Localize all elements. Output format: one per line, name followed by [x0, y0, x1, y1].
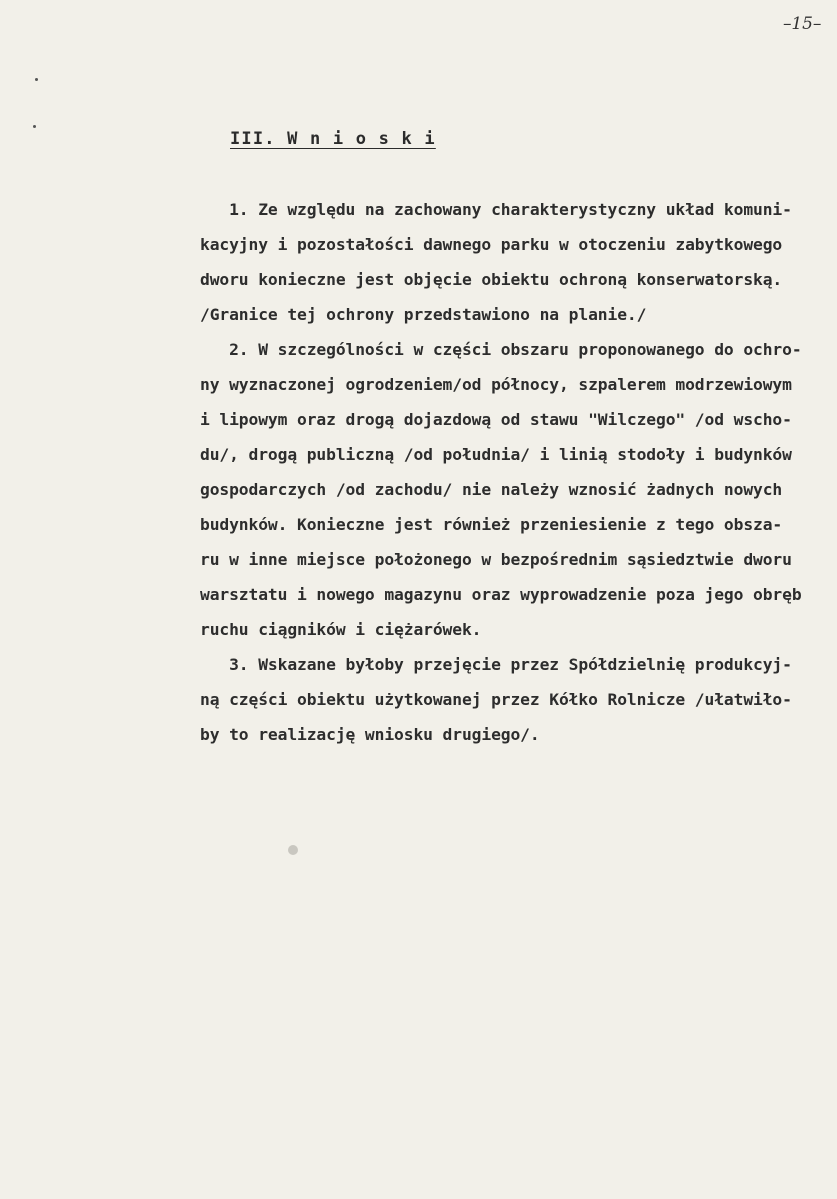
margin-mark	[35, 78, 38, 81]
text-line: by to realizację wniosku drugiego/.	[200, 725, 540, 744]
text-line: budynków. Konieczne jest również przeniesienie z tego obsza-	[200, 515, 783, 534]
text-line: kacyjny i pozostałości dawnego parku w otoczeniu zabytkowego	[200, 235, 783, 254]
paper-smudge	[288, 845, 298, 855]
text-line: ną części obiektu użytkowanej przez Kółko Rolnicze /ułatwiło-	[200, 690, 792, 709]
text-line: gospodarczych /od zachodu/ nie należy wznosić żadnych nowych	[200, 480, 783, 499]
text-line: /Granice tej ochrony przedstawiono na planie./	[200, 305, 647, 324]
text-line: i lipowym oraz drogą dojazdową od stawu "Wilczego" /od wscho-	[200, 410, 792, 429]
margin-mark	[33, 125, 36, 128]
text-line: du/, drogą publiczną /od południa/ i linią stodoły i budynków	[200, 445, 792, 464]
text-line: dworu konieczne jest objęcie obiektu ochroną konserwatorską.	[200, 270, 783, 289]
text-line: ru w inne miejsce położonego w bezpośrednim sąsiedztwie dworu	[200, 550, 792, 569]
text-line: ruchu ciągników i ciężarówek.	[200, 620, 482, 639]
text-line: ny wyznaczonej ogrodzeniem/od północy, szpalerem modrzewiowym	[200, 375, 792, 394]
page-number: –15–	[783, 14, 822, 34]
section-heading: III. W n i o s k i	[230, 129, 436, 149]
text-line: warsztatu i nowego magazynu oraz wyprowadzenie poza jego obręb	[200, 585, 802, 604]
text-line: 1. Ze względu na zachowany charakterystyczny układ komuni-	[200, 200, 792, 219]
text-line: 3. Wskazane byłoby przejęcie przez Spółdzielnię produkcyj-	[200, 655, 792, 674]
text-line: 2. W szczególności w części obszaru proponowanego do ochro-	[200, 340, 802, 359]
